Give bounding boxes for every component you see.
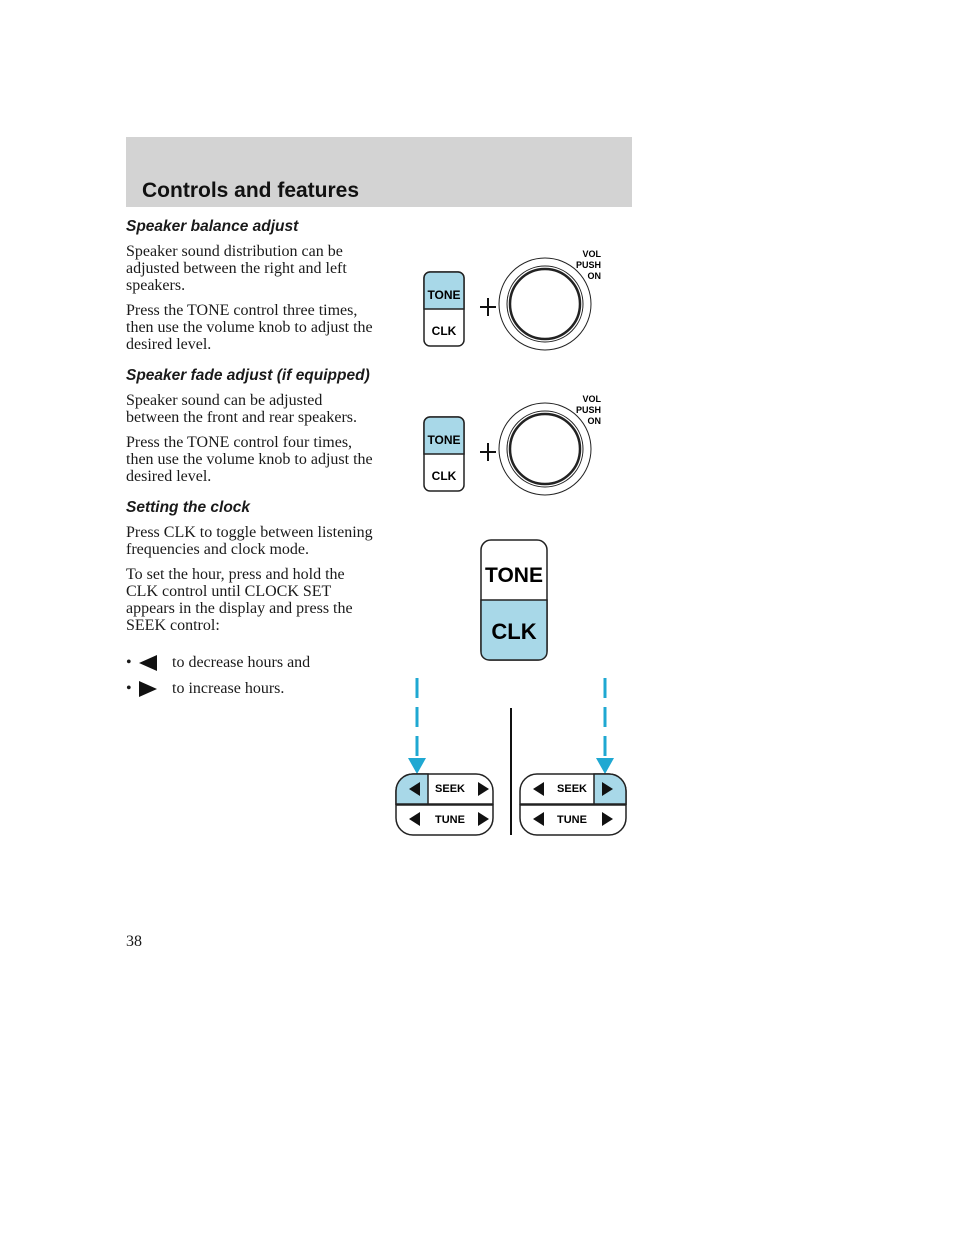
balance-paragraph-1: Speaker sound distribution can be adjusted between the right and left speakers.	[126, 243, 347, 294]
clk-label: CLK	[431, 324, 457, 338]
section-balance	[126, 218, 376, 353]
seek-label: SEEK	[435, 783, 465, 795]
vol-label: VOL	[582, 249, 601, 259]
bullet-increase	[126, 680, 376, 697]
clock-paragraph-1: Press CLK to toggle between listening frequencies and clock mode.	[126, 524, 373, 558]
bullet-decrease-text: to decrease hours and	[172, 654, 311, 671]
seek-label: SEEK	[557, 783, 587, 795]
header-title: Controls and features	[142, 179, 360, 202]
tone-label: TONE	[427, 433, 461, 447]
clock-heading: Setting the clock	[126, 499, 251, 516]
section-clock	[126, 499, 376, 697]
section-header	[126, 137, 632, 207]
seek-tune-left	[396, 774, 493, 835]
tone-label: TONE	[427, 288, 461, 302]
text-column	[126, 218, 376, 706]
clk-label: CLK	[431, 469, 457, 483]
balance-heading: Speaker balance adjust	[126, 218, 299, 235]
bullet-increase-text: to increase hours.	[172, 680, 285, 697]
tune-label: TUNE	[435, 814, 465, 826]
on-label: ON	[587, 271, 601, 281]
section-fade	[126, 367, 376, 485]
clk-label-large: CLK	[491, 619, 537, 644]
on-label: ON	[587, 416, 601, 426]
fade-diagram	[380, 385, 640, 515]
arrow-down-icon	[408, 758, 426, 774]
clk-diagram	[470, 530, 560, 670]
balance-paragraph-2: Press the TONE control three times, then use the volume knob to adjust the desired level.	[126, 302, 373, 353]
vol-label: VOL	[582, 394, 601, 404]
bullet-decrease	[126, 654, 376, 671]
clock-paragraph-2: To set the hour, press and hold the CLK control until CLOCK SET appears in the display and press the SEEK control:	[126, 566, 353, 634]
push-label: PUSH	[575, 260, 601, 270]
arrow-down-icon	[596, 758, 614, 774]
tune-label: TUNE	[557, 814, 587, 826]
fade-paragraph-1: Speaker sound can be adjusted between the front and rear speakers.	[126, 392, 357, 426]
fade-heading: Speaker fade adjust (if equipped)	[126, 367, 370, 384]
balance-diagram	[380, 240, 640, 370]
seek-diagram	[380, 670, 640, 845]
fade-paragraph-2: Press the TONE control four times, then use the volume knob to adjust the desired level.	[126, 434, 373, 485]
right-triangle-icon	[138, 680, 158, 698]
page-number: 38	[126, 933, 142, 950]
push-label: PUSH	[575, 405, 601, 415]
tone-label-large: TONE	[485, 564, 543, 587]
seek-tune-right	[520, 774, 626, 835]
bullet-dot: •	[126, 654, 132, 671]
bullet-dot: •	[126, 680, 132, 697]
left-triangle-icon	[138, 654, 158, 672]
